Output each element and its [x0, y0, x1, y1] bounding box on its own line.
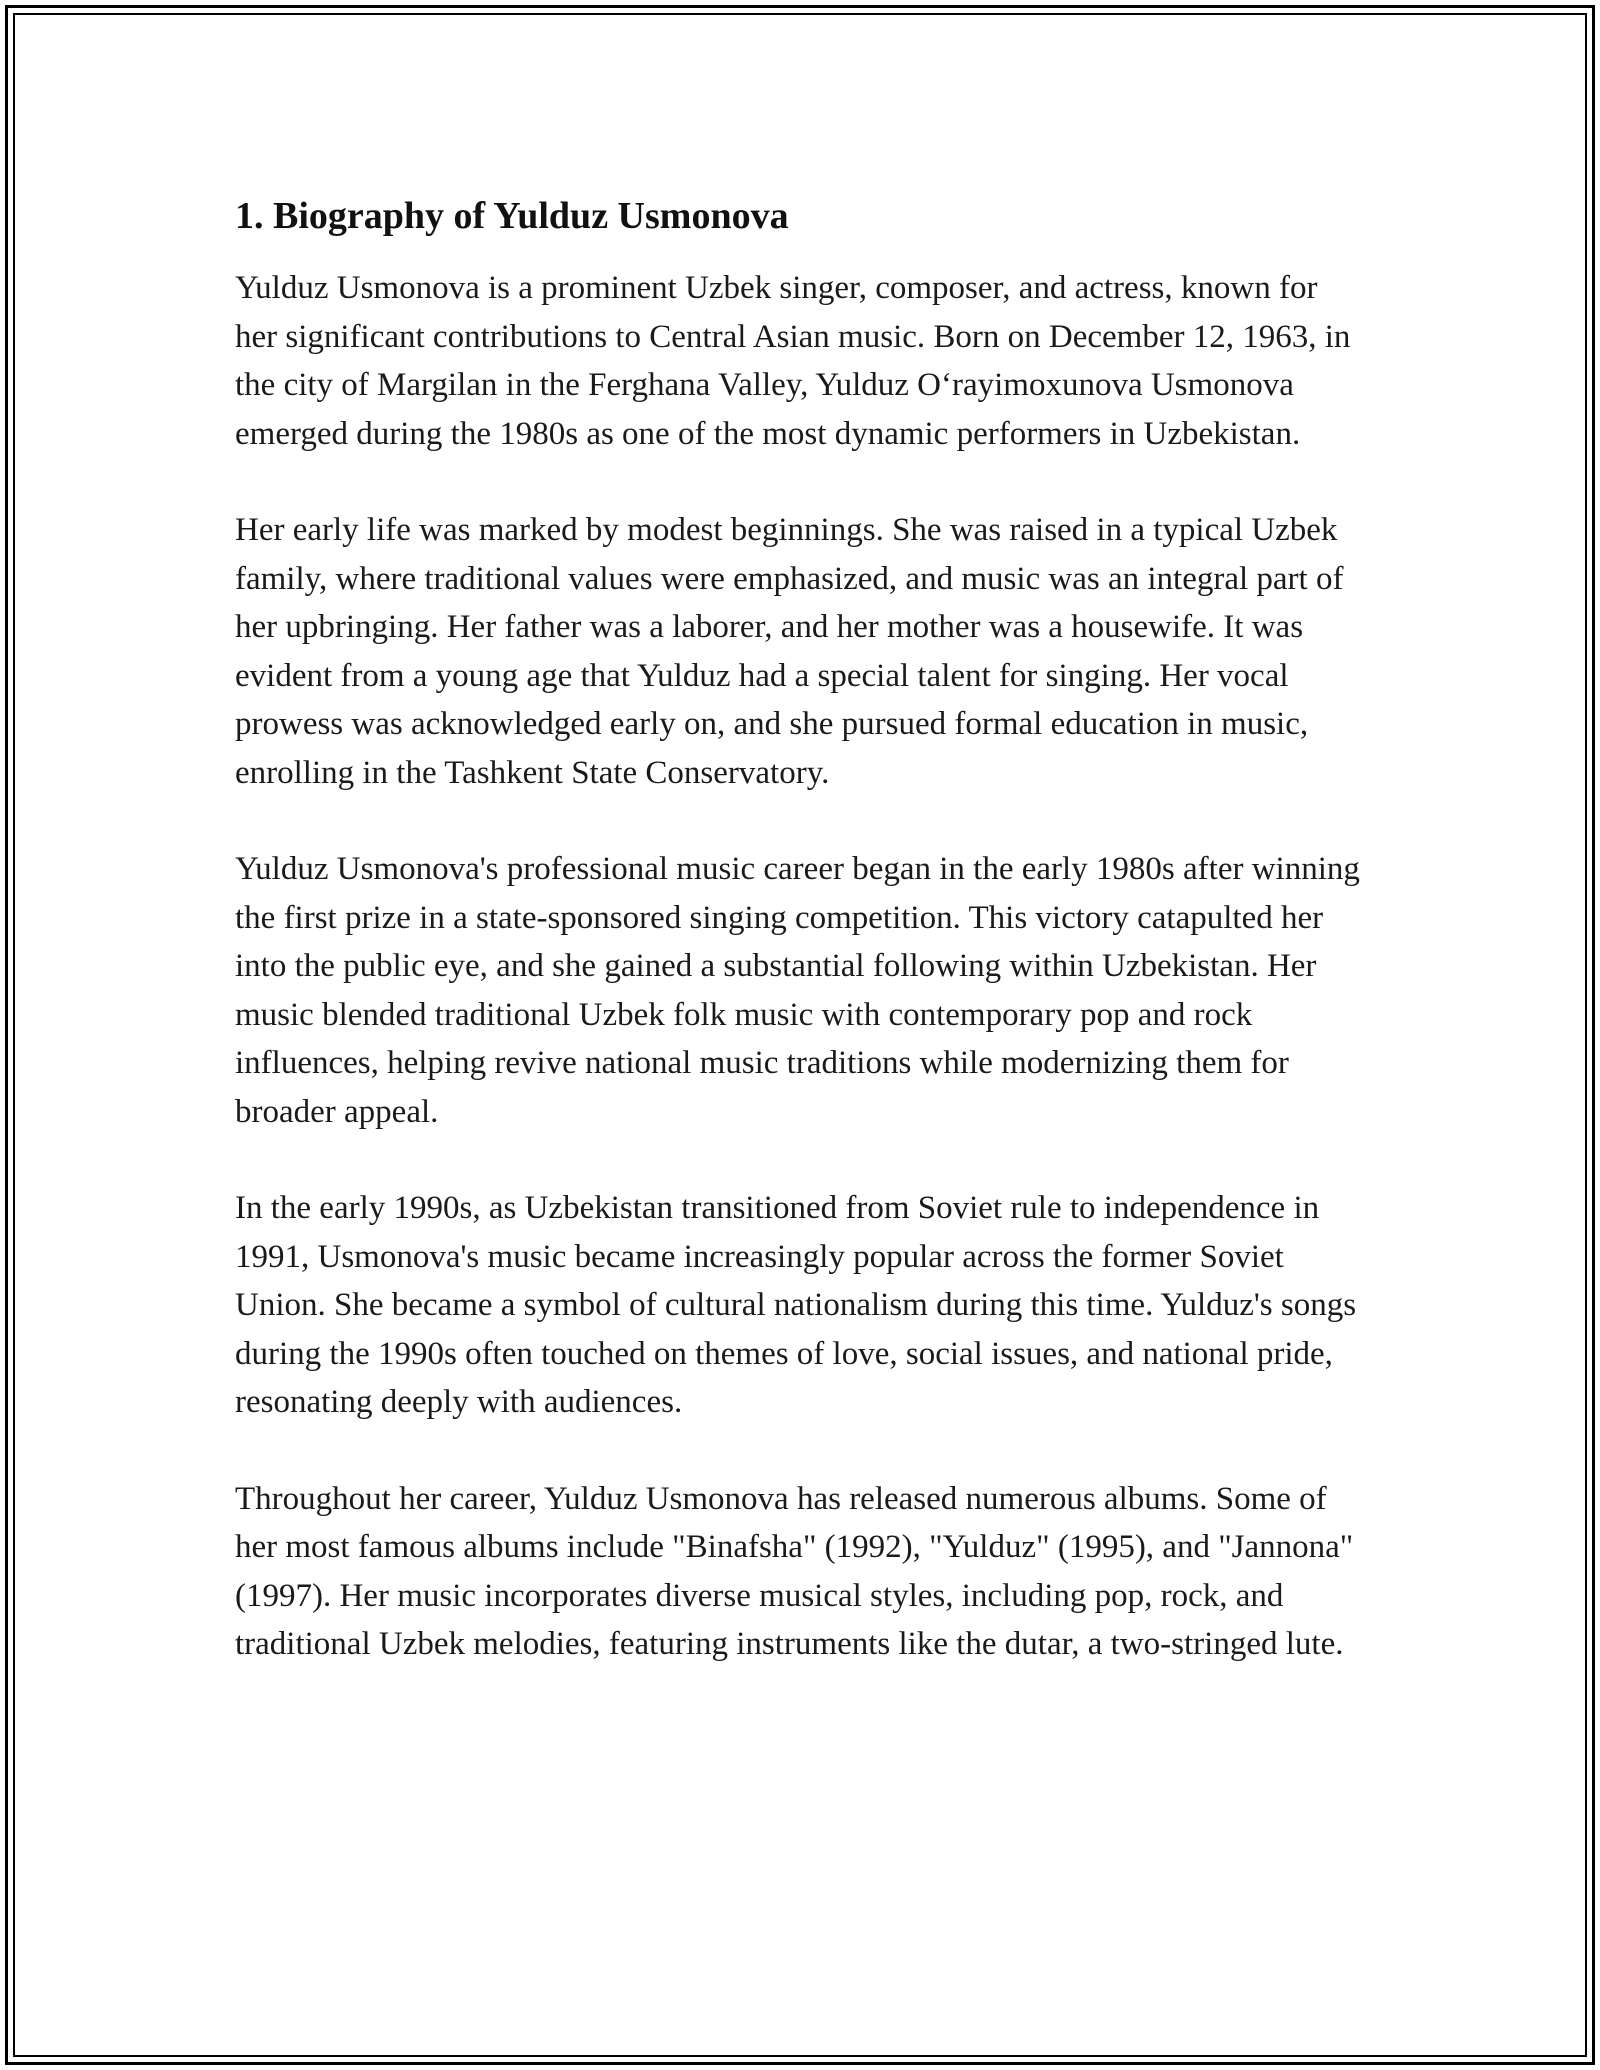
paragraph-career-start: Yulduz Usmonova's professional music career began in the early 1980s after winning the first prize in a state-sponsored singing competition. This victory catapulted her into the public eye, and she gained a substantial following within Uzbekistan. Her music blended traditional Uzbek folk music with contemporary pop and rock influences, helping revive national music traditions while modernizing them for broader appeal. [235, 851, 1360, 1130]
paragraph-early-life: Her early life was marked by modest beginnings. She was raised in a typical Uzbek family, where traditional values were emphasized, and music was an integral part of her upbringing. Her father was a laborer, and her mother was a housewife. It was evident from a young age that Yulduz had a special talent for singing. Her vocal prowess was acknowledged early on, and she pursued formal education in music, enrolling in the Tashkent State Conservatory. [235, 512, 1344, 791]
paragraph-intro: Yulduz Usmonova is a prominent Uzbek singer, composer, and actress, known for her significant contributions to Central Asian music. Born on December 12, 1963, in the city of Margilan in the Ferghana Valley, Yulduz O‘rayimoxunova Usmonova emerged during the 1980s as one of the most dynamic performers in Uzbekistan. [235, 270, 1351, 452]
paragraph-1990s: In the early 1990s, as Uzbekistan transitioned from Soviet rule to independence in 1991, Usmonova's music became increasingly popular across the former Soviet Union. She became a symbol of cultural nationalism during this time. Yulduz's songs during the 1990s often touched on themes of love, social issues, and national pride, resonating deeply with audiences. [235, 1190, 1357, 1420]
section-title: 1. Biography of Yulduz Usmonova [235, 195, 789, 237]
document-body [235, 186, 1365, 1717]
paragraph-albums: Throughout her career, Yulduz Usmonova has released numerous albums. Some of her most famous albums include "Binafsha" (1992), "Yulduz" (1995), and "Jannona" (1997). Her music incorporates diverse musical styles, including pop, rock, and traditional Uzbek melodies, featuring instruments like the dutar, a two-stringed lute. [235, 1480, 1354, 1662]
